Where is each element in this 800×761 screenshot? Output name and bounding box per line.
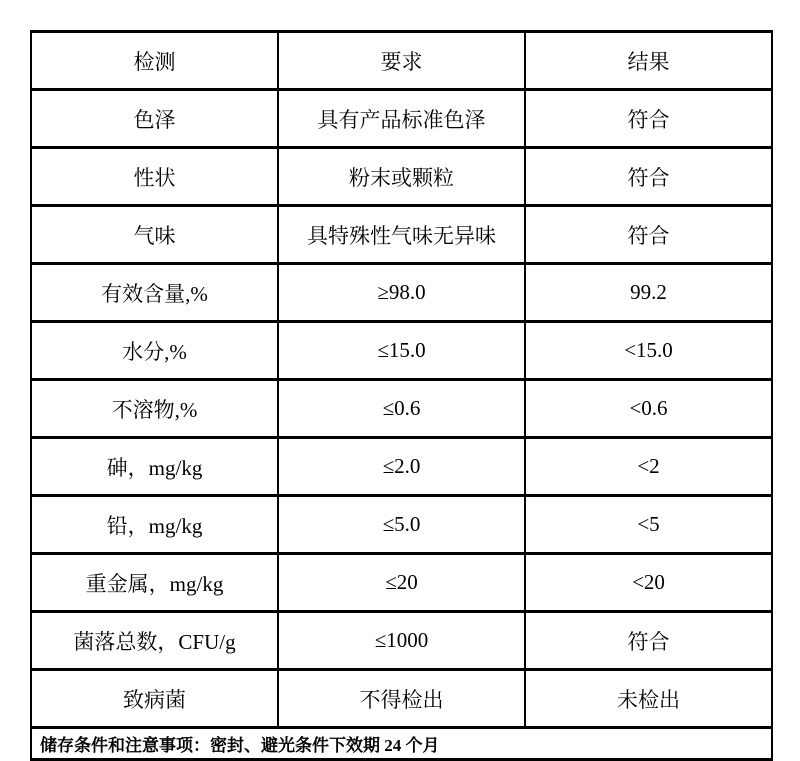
cell-test: 有效含量,%: [31, 264, 278, 322]
cell-requirement: ≤0.6: [278, 380, 525, 438]
cell-result: <5: [525, 496, 772, 554]
table-row: [31, 90, 772, 148]
cell-requirement: 具特殊性气味无异味: [278, 206, 525, 264]
storage-note: 储存条件和注意事项：密封、避光条件下效期 24 个月: [31, 728, 772, 760]
cell-test: 铅，mg/kg: [31, 496, 278, 554]
cell-result: 符合: [525, 90, 772, 148]
cell-test: 致病菌: [31, 670, 278, 728]
table-header-row: [31, 32, 772, 90]
inspection-table: [30, 30, 773, 761]
cell-result: 99.2: [525, 264, 772, 322]
column-header-result: 结果: [525, 32, 772, 90]
table-row: [31, 380, 772, 438]
table-row: [31, 148, 772, 206]
cell-result: 符合: [525, 206, 772, 264]
inspection-document: [30, 30, 773, 761]
cell-requirement: 具有产品标准色泽: [278, 90, 525, 148]
column-header-test: 检测: [31, 32, 278, 90]
cell-requirement: ≤2.0: [278, 438, 525, 496]
cell-requirement: ≥98.0: [278, 264, 525, 322]
cell-test: 水分,%: [31, 322, 278, 380]
cell-result: 未检出: [525, 670, 772, 728]
table-row: [31, 206, 772, 264]
cell-test: 砷，mg/kg: [31, 438, 278, 496]
table-row: [31, 670, 772, 728]
cell-requirement: 粉末或颗粒: [278, 148, 525, 206]
cell-result: <15.0: [525, 322, 772, 380]
table-row: [31, 264, 772, 322]
cell-result: 符合: [525, 148, 772, 206]
cell-test: 性状: [31, 148, 278, 206]
cell-result: 符合: [525, 612, 772, 670]
table-row: [31, 322, 772, 380]
cell-test: 重金属，mg/kg: [31, 554, 278, 612]
table-footer-row: [31, 728, 772, 760]
cell-result: <2: [525, 438, 772, 496]
cell-result: <0.6: [525, 380, 772, 438]
table-row: [31, 438, 772, 496]
cell-requirement: ≤20: [278, 554, 525, 612]
column-header-requirement: 要求: [278, 32, 525, 90]
cell-test: 不溶物,%: [31, 380, 278, 438]
cell-test: 菌落总数，CFU/g: [31, 612, 278, 670]
cell-requirement: ≤1000: [278, 612, 525, 670]
table-row: [31, 496, 772, 554]
cell-test: 气味: [31, 206, 278, 264]
cell-test: 色泽: [31, 90, 278, 148]
table-row: [31, 612, 772, 670]
cell-result: <20: [525, 554, 772, 612]
cell-requirement: ≤5.0: [278, 496, 525, 554]
cell-requirement: ≤15.0: [278, 322, 525, 380]
cell-requirement: 不得检出: [278, 670, 525, 728]
table-row: [31, 554, 772, 612]
